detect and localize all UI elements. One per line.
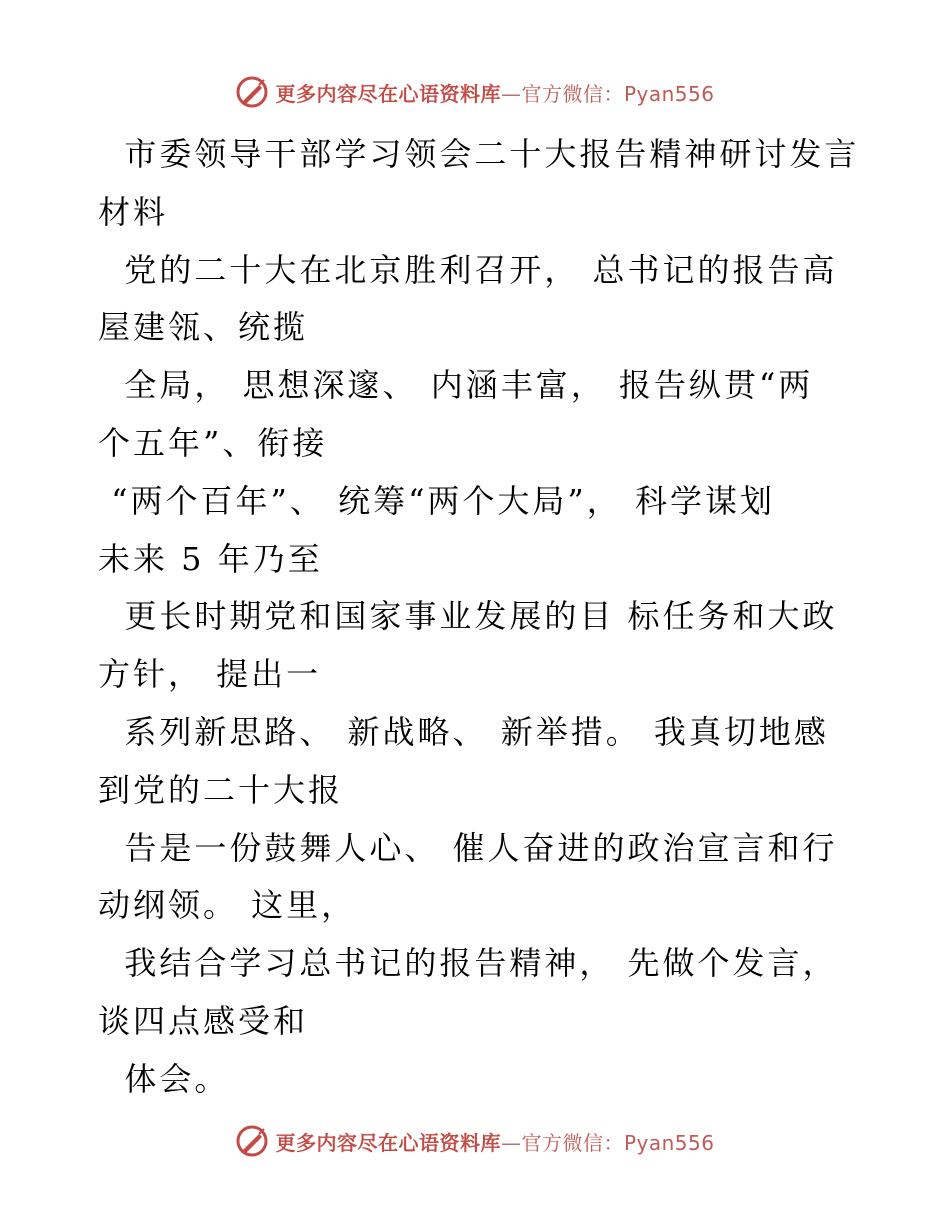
paragraph-line: “两个百年”、 统筹“两个大局”， 科学谋划 bbox=[98, 481, 775, 520]
paragraph-line: 屋建瓴、统揽 bbox=[98, 308, 309, 347]
paragraph-line: 告是一份鼓舞人心、 催人奋进的政治宣言和行 bbox=[98, 828, 838, 867]
watermark-dash: — bbox=[500, 1130, 522, 1155]
watermark-contact: 官方微信：Pyan556 bbox=[521, 81, 715, 106]
paragraph-line: 全局， 思想深邃、 内涵丰富， 报告纵贯“两 bbox=[98, 366, 814, 405]
paragraph-line: 动纲领。 这里， bbox=[98, 886, 357, 925]
paragraph-line: 方针， 提出一 bbox=[98, 655, 322, 694]
paragraph-line: 更长时期党和国家事业发展的目 标任务和大政 bbox=[98, 597, 838, 636]
watermark-main: 更多内容尽在心语资料库 bbox=[275, 1130, 501, 1155]
quill-logo-icon bbox=[235, 75, 269, 109]
document-body bbox=[98, 126, 858, 1109]
paragraph-line: 体会。 bbox=[98, 1059, 230, 1098]
watermark-main: 更多内容尽在心语资料库 bbox=[275, 81, 501, 106]
paragraph-line: 谈四点感受和 bbox=[98, 1001, 309, 1040]
footer-watermark bbox=[0, 1121, 950, 1161]
watermark-text bbox=[275, 1127, 714, 1156]
paragraph-line: 系列新思路、 新战略、 新举措。 我真切地感 bbox=[98, 712, 829, 751]
paragraph-line: 到党的二十大报 bbox=[98, 770, 344, 809]
quill-logo-icon bbox=[235, 1124, 269, 1158]
paragraph-line: 我结合学习总书记的报告精神， 先做个发言， bbox=[98, 944, 838, 983]
paragraph-line: 党的二十大在北京胜利召开， 总书记的报告高 bbox=[98, 250, 838, 289]
document-title-line-2: 材料 bbox=[98, 192, 169, 231]
watermark-dash: — bbox=[500, 81, 522, 106]
paragraph-line: 未来 5 年乃至 bbox=[98, 539, 323, 578]
document-title-line-1: 市委领导干部学习领会二十大报告精神研讨发言 bbox=[98, 135, 860, 173]
paragraph-line: 个五年”、衔接 bbox=[98, 423, 328, 462]
header-watermark bbox=[0, 72, 950, 112]
watermark-text bbox=[275, 78, 714, 107]
watermark-contact: 官方微信：Pyan556 bbox=[521, 1130, 715, 1155]
